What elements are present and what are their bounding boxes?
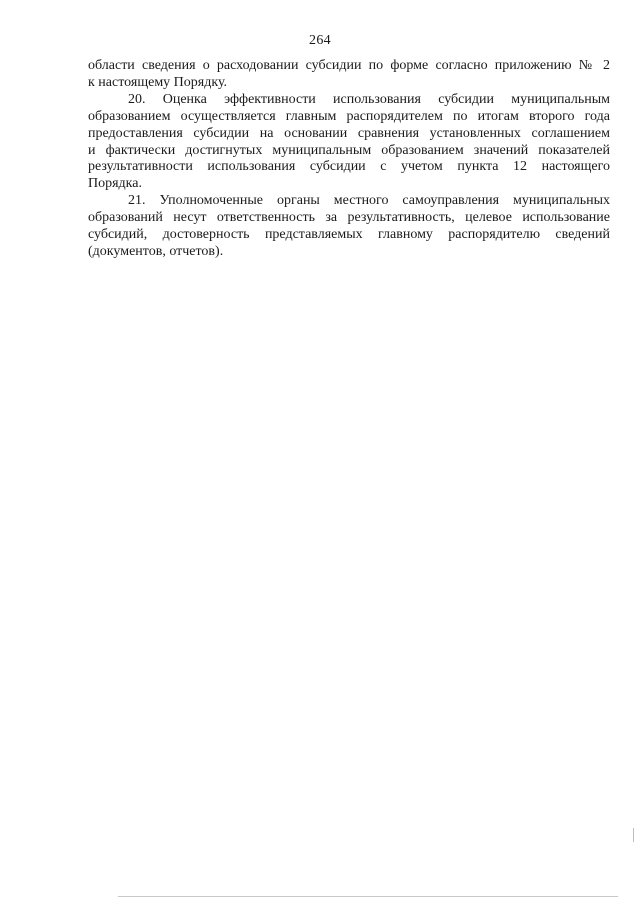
text-line: результативности использования субсидии с учетом пункта 12 настоящего <box>88 159 610 175</box>
document-body <box>88 58 610 261</box>
text-line: Порядка. <box>88 176 142 192</box>
text-line: образованием осуществляется главным распорядителем по итогам второго года <box>88 108 610 124</box>
text-line: к настоящему Порядку. <box>88 74 228 90</box>
text-line: предоставления субсидии на основании сравнения установленных соглашением <box>88 125 610 141</box>
scan-edge-line <box>118 896 618 897</box>
text-line: субсидий, достоверность представляемых главному распорядителю сведений <box>88 227 610 243</box>
text-line: 21. Уполномоченные органы местного самоуправления муниципальных <box>128 193 610 209</box>
page-number: 264 <box>309 33 331 48</box>
paragraph-item-21 <box>88 193 610 261</box>
text-line: образований несут ответственность за результативность, целевое использование <box>88 210 610 226</box>
text-line: и фактически достигнутых муниципальным образованием значений показателей <box>88 142 610 158</box>
text-line: (документов, отчетов). <box>88 243 224 259</box>
text-line: области сведения о расходовании субсидии по форме согласно приложению № 2 <box>88 58 610 73</box>
paragraph-item-20 <box>88 92 610 193</box>
scan-artifact-mark <box>633 828 634 842</box>
paragraph-intro <box>88 58 610 92</box>
text-line: 20. Оценка эффективности использования субсидии муниципальным <box>128 91 610 107</box>
